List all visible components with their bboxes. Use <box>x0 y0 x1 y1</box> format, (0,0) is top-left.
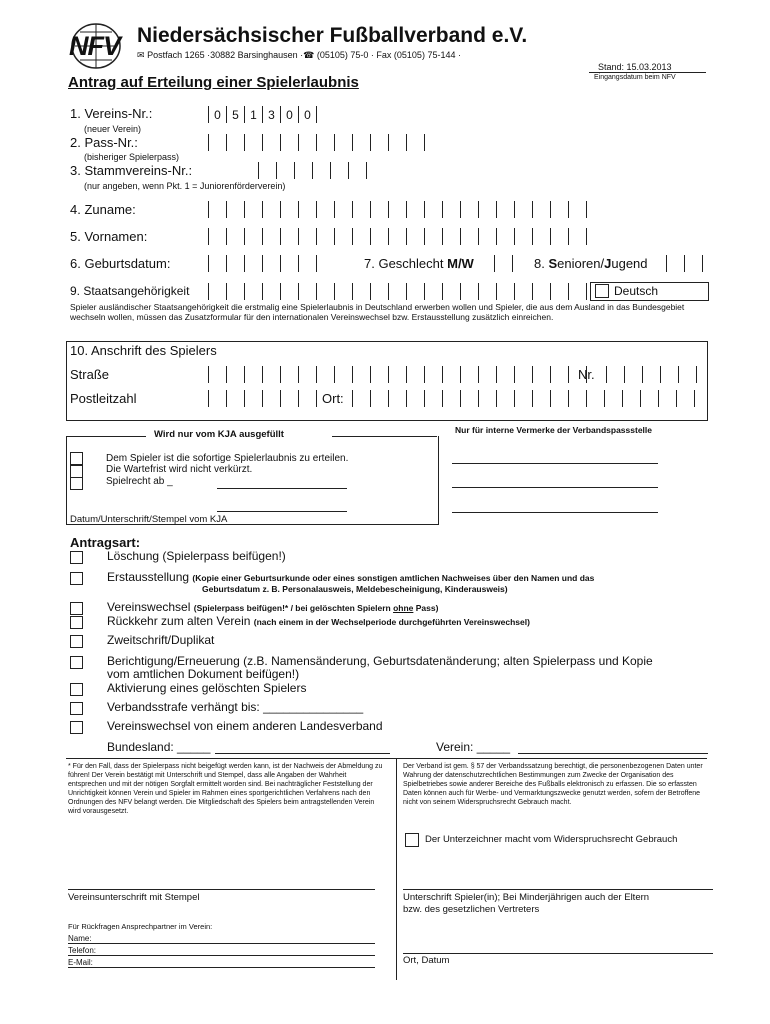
char-box[interactable] <box>425 390 443 407</box>
spieler-sign-label1: Unterschrift Spieler(in); Bei Minderjährigen auch der Eltern <box>403 892 650 903</box>
char-box[interactable] <box>227 283 245 300</box>
char-box[interactable] <box>497 228 515 245</box>
char-box[interactable] <box>371 201 389 218</box>
senioren-rest2: ugend <box>611 256 648 271</box>
char-box[interactable] <box>353 228 371 245</box>
footer-right-note: Der Verband ist gem. § 57 der Verbandssatzung berechtigt, die personenbezogenen Daten unter Wahrung der datenschutzrechtlichen Bestimmungen zum Zwecke der Organisation des Spielbetriebes sowie anderer Bereiche des Fußballs elektronisch zu erfassen. Die so erfassten Daten können auch für Werbe- und Vermarktungszwecke genutzt werden, sofern der Betroffene nicht von seinem Widerspruchsrecht Gebrauch macht. <box>403 763 703 806</box>
char-box[interactable] <box>685 255 703 272</box>
bundesland-line[interactable] <box>215 753 390 754</box>
ort-boxes[interactable] <box>352 390 695 407</box>
org-name: Niedersächsischer Fußballverband e.V. <box>137 24 528 47</box>
char-box[interactable] <box>281 283 299 300</box>
char-box[interactable] <box>479 283 497 300</box>
strasse-boxes[interactable] <box>208 366 587 383</box>
char-box[interactable] <box>227 228 245 245</box>
char-box[interactable] <box>281 390 299 407</box>
char-box[interactable] <box>335 283 353 300</box>
char-box[interactable] <box>263 366 281 383</box>
char-box[interactable] <box>461 201 479 218</box>
landesverband-checkbox[interactable] <box>70 721 83 734</box>
char-box[interactable] <box>299 366 317 383</box>
geschlecht-box[interactable] <box>494 255 513 272</box>
char-box[interactable] <box>515 390 533 407</box>
senioren-s: S <box>548 256 558 271</box>
ort-label: Ort: <box>322 391 344 406</box>
verbandsstrafe-checkbox[interactable] <box>70 702 83 715</box>
intern-line[interactable] <box>452 512 658 513</box>
ort-datum-line[interactable] <box>403 953 713 954</box>
char-box[interactable] <box>497 366 515 383</box>
char-box[interactable] <box>331 162 349 179</box>
char-box[interactable] <box>497 201 515 218</box>
zweitschrift-label: Zweitschrift/Duplikat <box>107 633 215 647</box>
char-box[interactable] <box>495 255 513 272</box>
name-line[interactable] <box>68 943 375 944</box>
char-box[interactable] <box>407 283 425 300</box>
zuname-boxes[interactable] <box>208 201 587 218</box>
digit-box[interactable]: 3 <box>263 106 281 123</box>
char-box[interactable] <box>443 366 461 383</box>
ort-datum-label: Ort, Datum <box>403 955 450 966</box>
char-box[interactable] <box>227 255 245 272</box>
char-box[interactable] <box>227 134 245 151</box>
rueckfragen-label: Für Rückfragen Ansprechpartner im Verein: <box>68 922 213 931</box>
char-box[interactable] <box>245 134 263 151</box>
char-box[interactable] <box>281 366 299 383</box>
digit-box[interactable]: 1 <box>245 106 263 123</box>
form-title: Antrag auf Erteilung einer Spielerlaubnis <box>68 74 359 91</box>
char-box[interactable] <box>317 283 335 300</box>
telefon-line[interactable] <box>68 955 375 956</box>
senioren-j: J <box>604 256 612 271</box>
char-box[interactable] <box>667 255 685 272</box>
logo-text: NFV <box>69 31 120 61</box>
char-box[interactable] <box>515 228 533 245</box>
char-box[interactable] <box>587 390 605 407</box>
plz-boxes[interactable] <box>208 390 317 407</box>
pass-nr-boxes[interactable] <box>208 134 425 151</box>
char-box[interactable] <box>533 283 551 300</box>
kja-opt2: Die Wartefrist wird nicht verkürzt. <box>106 464 253 475</box>
zweitschrift-checkbox[interactable] <box>70 635 83 648</box>
char-box[interactable] <box>281 201 299 218</box>
char-box[interactable] <box>497 283 515 300</box>
senioren-box[interactable] <box>666 255 703 272</box>
char-box[interactable] <box>515 366 533 383</box>
char-box[interactable] <box>443 283 461 300</box>
strasse-label: Straße <box>70 367 110 382</box>
char-box[interactable] <box>299 255 317 272</box>
char-box[interactable] <box>443 201 461 218</box>
char-box[interactable] <box>313 162 331 179</box>
char-box[interactable] <box>353 201 371 218</box>
digit-box[interactable]: 0 <box>209 106 227 123</box>
char-box[interactable] <box>425 228 443 245</box>
char-box[interactable] <box>515 283 533 300</box>
vereinsunterschrift-label: Vereinsunterschrift mit Stempel <box>68 892 200 903</box>
vereinswechsel-text: Vereinswechsel <box>107 600 191 614</box>
char-box[interactable] <box>661 366 679 383</box>
char-box[interactable] <box>245 201 263 218</box>
kja-sign-line[interactable] <box>217 511 347 512</box>
char-box[interactable] <box>533 366 551 383</box>
char-box[interactable] <box>389 366 407 383</box>
kja-opt3: Spielrecht ab _ <box>106 476 173 487</box>
name-label: Name: <box>68 934 92 943</box>
char-box[interactable] <box>407 134 425 151</box>
char-box[interactable] <box>479 228 497 245</box>
vereins-nr-boxes[interactable] <box>208 106 317 123</box>
char-box[interactable] <box>551 283 569 300</box>
char-box[interactable] <box>209 390 227 407</box>
char-box[interactable] <box>551 366 569 383</box>
char-box[interactable] <box>605 390 623 407</box>
char-box[interactable] <box>299 390 317 407</box>
nr-boxes[interactable] <box>606 366 697 383</box>
kja-checkbox[interactable] <box>70 477 83 490</box>
footer-divider <box>396 758 397 980</box>
char-box[interactable] <box>245 390 263 407</box>
footer-top-line <box>66 758 707 759</box>
char-box[interactable] <box>209 255 227 272</box>
footer-left-note: * Für den Fall, dass der Spielerpass nicht beigefügt werden kann, ist der Nachweis der Abmeldung zu führen! Der Verein bestätigt mit Unterschrift und Stempel, dass alle Angaben der Wahrheit entsprechen und mit der nötigen Sorgfalt ermittelt worden sind. Bei nachträglicher Feststellung der Unrichtigkeit können Verein und Spieler im Rahmen eines sportgerichtlichen Verfahrens nach den Ordnungen des NFV belangt werden. Die Mitgliedschaft des Spielers beim antragstellenden Verein wird vorausgesetzt. <box>68 763 383 815</box>
rueckkehr-checkbox[interactable] <box>70 616 83 629</box>
char-box[interactable] <box>263 283 281 300</box>
char-box[interactable] <box>209 134 227 151</box>
stand-date: Stand: 15.03.2013 <box>598 62 672 72</box>
char-box[interactable] <box>443 390 461 407</box>
char-box[interactable] <box>461 366 479 383</box>
telefon-label: Telefon: <box>68 946 97 955</box>
char-box[interactable] <box>335 134 353 151</box>
char-box[interactable] <box>515 201 533 218</box>
spieler-sign-label2: bzw. des gesetzlichen Vertreters <box>403 904 540 915</box>
char-box[interactable] <box>371 283 389 300</box>
char-box[interactable] <box>209 283 227 300</box>
plz-label: Postleitzahl <box>70 391 137 406</box>
eingang-label: Eingangsdatum beim NFV <box>594 74 676 81</box>
spielrecht-line[interactable] <box>217 488 347 489</box>
digit-box[interactable]: 0 <box>281 106 299 123</box>
stammverein-label: 3. Stammvereins-Nr.: <box>70 163 193 178</box>
char-box[interactable] <box>641 390 659 407</box>
address-text: Postfach 1265 ·30882 Barsinghausen ·☎ (05105) 75-0 · Fax (05105) 75-144 · <box>147 50 461 60</box>
intern-heading: Nur für interne Vermerke der Verbandspassstelle <box>455 425 653 435</box>
char-box[interactable] <box>677 390 695 407</box>
char-box[interactable] <box>335 201 353 218</box>
widerspruch-checkbox[interactable] <box>405 833 419 847</box>
char-box[interactable] <box>281 134 299 151</box>
kja-heading: Wird nur vom KJA ausgefüllt <box>154 429 284 440</box>
char-box[interactable] <box>245 366 263 383</box>
vw-note-b: Pass) <box>413 603 439 613</box>
char-box[interactable] <box>281 228 299 245</box>
char-box[interactable] <box>263 201 281 218</box>
staat-boxes[interactable] <box>208 283 587 300</box>
char-box[interactable] <box>407 201 425 218</box>
char-box[interactable] <box>607 366 625 383</box>
char-box[interactable] <box>371 366 389 383</box>
rueckkehr-text: Rückkehr zum alten Verein <box>107 614 251 628</box>
char-box[interactable] <box>461 283 479 300</box>
eingang-line <box>589 72 706 73</box>
char-box[interactable] <box>497 390 515 407</box>
char-box[interactable] <box>263 228 281 245</box>
erstausstellung-label <box>107 570 594 584</box>
stammverein-boxes[interactable] <box>258 162 367 179</box>
char-box[interactable] <box>353 283 371 300</box>
char-box[interactable] <box>259 162 277 179</box>
verbandsstrafe-label: Verbandsstrafe verhängt bis: _______________ <box>107 700 364 714</box>
char-box[interactable] <box>227 201 245 218</box>
char-box[interactable] <box>625 366 643 383</box>
char-box[interactable] <box>425 283 443 300</box>
char-box[interactable] <box>551 201 569 218</box>
vornamen-boxes[interactable] <box>208 228 587 245</box>
nfv-logo <box>67 22 125 70</box>
char-box[interactable] <box>425 201 443 218</box>
char-box[interactable] <box>371 134 389 151</box>
staat-label: 9. Staatsangehörigkeit <box>70 284 190 298</box>
char-box[interactable] <box>569 228 587 245</box>
char-box[interactable] <box>533 228 551 245</box>
char-box[interactable] <box>389 134 407 151</box>
char-box[interactable] <box>263 134 281 151</box>
vereinsunterschrift-line[interactable] <box>68 889 375 890</box>
pass-nr-label: 2. Pass-Nr.: <box>70 135 138 150</box>
char-box[interactable] <box>533 390 551 407</box>
senioren-label: 8. Senioren/Jugend <box>534 256 648 271</box>
char-box[interactable] <box>335 366 353 383</box>
char-box[interactable] <box>407 366 425 383</box>
intern-line[interactable] <box>452 463 658 464</box>
kja-footer: Datum/Unterschrift/Stempel vom KJA <box>70 514 228 525</box>
char-box[interactable] <box>407 228 425 245</box>
kja-checkbox[interactable] <box>70 452 83 465</box>
kja-top-line <box>332 436 437 437</box>
char-box[interactable] <box>353 390 371 407</box>
org-address <box>137 50 461 61</box>
verein-line[interactable] <box>518 753 708 754</box>
char-box[interactable] <box>245 283 263 300</box>
char-box[interactable] <box>425 366 443 383</box>
vereins-nr-label: 1. Vereins-Nr.: <box>70 106 153 121</box>
char-box[interactable] <box>461 390 479 407</box>
intern-line[interactable] <box>452 487 658 488</box>
char-box[interactable] <box>479 390 497 407</box>
pass-nr-sub: (bisheriger Spielerpass) <box>84 152 180 162</box>
char-box[interactable] <box>245 228 263 245</box>
spieler-sign-line[interactable] <box>403 889 713 890</box>
staat-note: Spieler ausländischer Staatsangehörigkeit die erstmalig eine Spielerlaubnis in Deutschland erwerben wollen und Spieler, die aus dem Ausland in das Bundesgebiet wechseln wollen, müssen das Zusatzformular für den internationalen Vereinswechsel bzw. Erstausstellung zusätzlich einreichen. <box>70 302 685 322</box>
verein-label: Verein: _____ <box>436 740 511 754</box>
char-box[interactable] <box>317 366 335 383</box>
char-box[interactable] <box>389 201 407 218</box>
zuname-label: 4. Zuname: <box>70 202 136 217</box>
kja-top-line <box>66 436 146 437</box>
geburtsdatum-label: 6. Geburtsdatum: <box>70 256 171 271</box>
mail-icon: ✉ <box>137 50 145 60</box>
geschlecht-mw: M/W <box>447 256 474 271</box>
char-box[interactable] <box>317 228 335 245</box>
nr-label: Nr. <box>578 367 595 382</box>
char-box[interactable] <box>281 255 299 272</box>
vw-note-a: (Spielerpass beifügen!* / bei gelöschten Spielern <box>193 603 394 613</box>
char-box[interactable] <box>227 390 245 407</box>
deutsch-label: Deutsch <box>614 284 659 298</box>
char-box[interactable] <box>299 201 317 218</box>
berichtigung-label1: Berichtigung/Erneuerung (z.B. Namensänderung, Geburtsdatenänderung; alten Spielerpass und Kopie <box>107 654 653 668</box>
erst-note1: (Kopie einer Geburtsurkunde oder eines sonstigen amtlichen Nachweises über den Namen und das <box>192 573 595 583</box>
char-box[interactable] <box>569 390 587 407</box>
email-label: E-Mail: <box>68 958 93 967</box>
char-box[interactable] <box>533 201 551 218</box>
berichtigung-checkbox[interactable] <box>70 656 83 669</box>
char-box[interactable] <box>623 390 641 407</box>
char-box[interactable] <box>299 134 317 151</box>
char-box[interactable] <box>209 366 227 383</box>
vornamen-label: 5. Vornamen: <box>70 229 148 244</box>
char-box[interactable] <box>461 228 479 245</box>
char-box[interactable] <box>679 366 697 383</box>
char-box[interactable] <box>277 162 295 179</box>
char-box[interactable] <box>659 390 677 407</box>
rueck-note: (nach einem in der Wechselperiode durchgeführten Vereinswechsel) <box>253 617 530 627</box>
char-box[interactable] <box>263 255 281 272</box>
anschrift-title: 10. Anschrift des Spielers <box>70 343 217 358</box>
char-box[interactable] <box>371 390 389 407</box>
landesverband-label: Vereinswechsel von einem anderen Landesverband <box>107 719 383 733</box>
char-box[interactable] <box>479 366 497 383</box>
char-box[interactable] <box>349 162 367 179</box>
erst-note2: Geburtsdatum z. B. Personalausweis, Meldebescheinigung, Kinderausweis) <box>202 584 508 594</box>
char-box[interactable] <box>209 228 227 245</box>
char-box[interactable] <box>479 201 497 218</box>
erstausstellung-checkbox[interactable] <box>70 572 83 585</box>
vw-note-ohne: ohne <box>393 603 414 613</box>
char-box[interactable] <box>335 228 353 245</box>
char-box[interactable] <box>299 283 317 300</box>
loeschung-checkbox[interactable] <box>70 551 83 564</box>
stammverein-sub: (nur angeben, wenn Pkt. 1 = Juniorenförderverein) <box>84 181 286 191</box>
char-box[interactable] <box>551 390 569 407</box>
berichtigung-label2: vom amtlichen Dokument beifügen!) <box>107 667 300 681</box>
char-box[interactable] <box>295 162 313 179</box>
loeschung-label: Löschung (Spielerpass beifügen!) <box>107 549 286 563</box>
char-box[interactable] <box>389 283 407 300</box>
digit-box[interactable]: 5 <box>227 106 245 123</box>
char-box[interactable] <box>371 228 389 245</box>
vereinswechsel-checkbox[interactable] <box>70 602 83 615</box>
char-box[interactable] <box>643 366 661 383</box>
vereins-nr-sub: (neuer Verein) <box>84 124 142 134</box>
char-box[interactable] <box>227 366 245 383</box>
char-box[interactable] <box>263 390 281 407</box>
rueckkehr-label <box>107 614 530 628</box>
char-box[interactable] <box>407 390 425 407</box>
char-box[interactable] <box>317 134 335 151</box>
kja-opt1: Dem Spieler ist die sofortige Spielerlaubnis zu erteilen. <box>106 453 349 464</box>
erstausstellung-text: Erstausstellung <box>107 570 190 584</box>
senioren-rest: enioren/ <box>557 256 605 271</box>
char-box[interactable] <box>389 390 407 407</box>
antragsart-title: Antragsart: <box>70 535 141 550</box>
aktivierung-checkbox[interactable] <box>70 683 83 696</box>
geschlecht-text: 7. Geschlecht <box>364 256 448 271</box>
char-box[interactable] <box>353 134 371 151</box>
digit-box[interactable]: 0 <box>299 106 317 123</box>
bundesland-label: Bundesland: _____ <box>107 740 211 754</box>
widerspruch-label: Der Unterzeichner macht vom Widerspruchsrecht Gebrauch <box>425 834 678 845</box>
char-box[interactable] <box>389 228 407 245</box>
aktivierung-label: Aktivierung eines gelöschten Spielers <box>107 681 307 695</box>
email-line[interactable] <box>68 967 375 968</box>
char-box[interactable] <box>317 201 335 218</box>
char-box[interactable] <box>245 255 263 272</box>
char-box[interactable] <box>443 228 461 245</box>
char-box[interactable] <box>299 228 317 245</box>
char-box[interactable] <box>569 283 587 300</box>
vereinswechsel-label <box>107 600 438 614</box>
geschlecht-label <box>364 256 474 271</box>
char-box[interactable] <box>353 366 371 383</box>
char-box[interactable] <box>209 201 227 218</box>
char-box[interactable] <box>551 228 569 245</box>
geburtsdatum-boxes[interactable] <box>208 255 317 272</box>
char-box[interactable] <box>569 201 587 218</box>
